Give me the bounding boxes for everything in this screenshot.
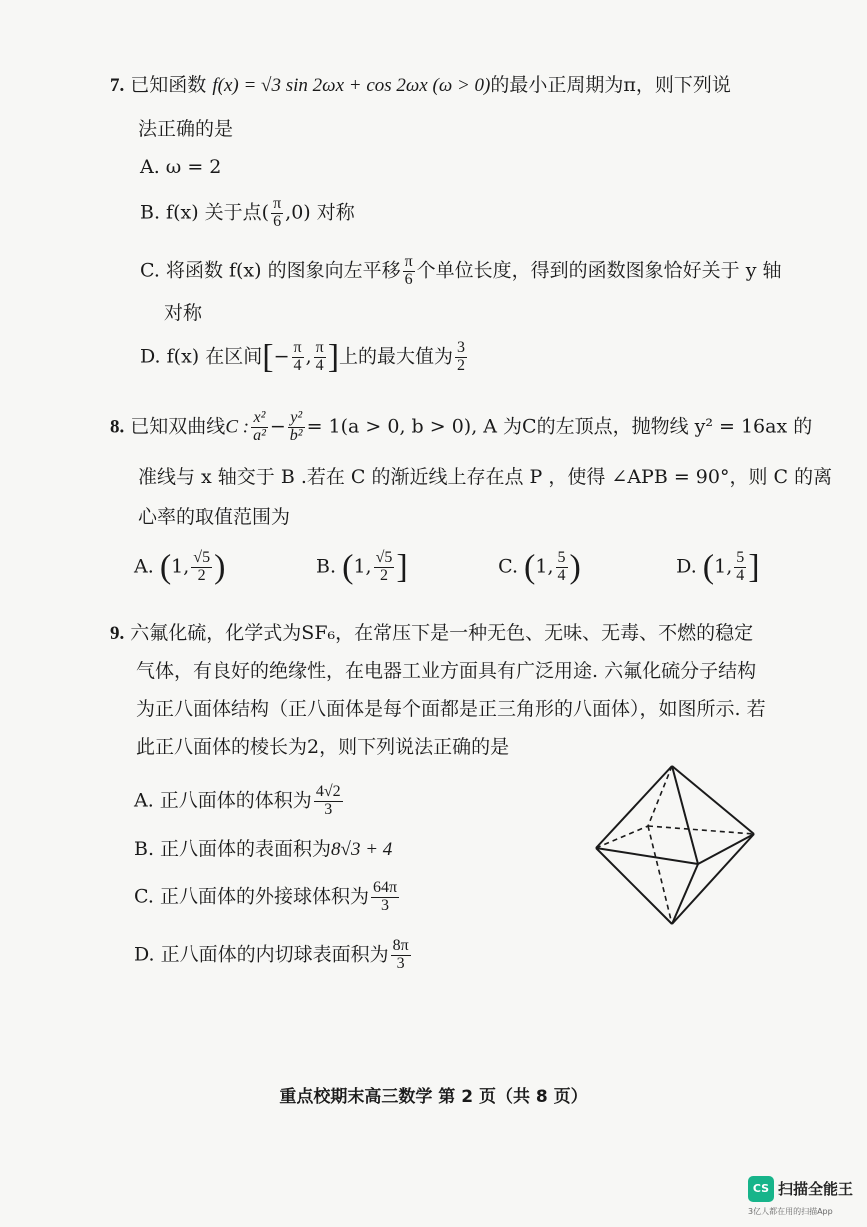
interval-upper [556,550,568,585]
q7-option-c-pre: C. 将函数 f(x) 的图象向左平移 [140,259,401,282]
frac-den: 4 [292,357,304,375]
q9-option-c-pre: C. 正八面体的外接球体积为 [134,885,369,908]
interval-open: ( [159,548,172,586]
q8-curve-label: C : [225,416,250,438]
camscanner-logo-icon: CS [748,1176,774,1202]
q7-interval-b [314,340,326,375]
frac-den: 4 [557,566,566,584]
frac-den: 6 [271,213,283,231]
q7-option-c [140,254,782,289]
frac-den: a² [253,426,266,444]
q8-number: 8. [110,416,125,438]
frac-den: 2 [374,567,395,585]
q7-stem-c: 法正确的是 [138,118,234,140]
interval-upper [734,550,746,585]
frac-num: 5 [557,549,566,566]
q7-option-c-frac [403,254,415,289]
q7-option-b [140,196,355,231]
hidden-edge [648,826,672,924]
q7-option-c-line2: 对称 [164,302,203,324]
q9-text-2: 气体，有良好的绝缘性，在电器工业方面具有广泛用途. 六氟化硫分子结构 [136,660,757,682]
q7-number: 7. [110,75,125,96]
frac-den: 2 [457,356,466,374]
interval-upper [374,550,395,585]
watermark-subtitle: 3亿人都在用的扫描App [748,1207,833,1216]
option-label: C. [498,555,518,578]
page-footer: 重点校期末高三数学 第 2 页（共 8 页） [279,1087,588,1107]
q9-option-d-pre: D. 正八面体的内切球表面积为 [134,943,389,966]
q8-line1: 8. 已知双曲线C : $\frac{\text{x²}}{\text{a²}}$ − $\frac{\text{y²}}{\text{b²}}$ = 1(a > 0, b > 0), A 为C的左顶点，抛物线 y² = 16ax 的 [110,409,813,444]
q8-stem-a: 已知双曲线 [130,415,226,438]
q9-option-d-frac [391,938,411,973]
interval-upper [191,550,212,585]
q7-stem-b: 的最小正周期为π，则下列说 [490,74,731,96]
frac-num: √5 [193,549,211,566]
interval-open: ( [702,548,715,586]
q8-option-a [134,550,310,585]
frac-num: x² [253,409,266,426]
interval-close: ] [396,548,408,586]
q8-option-c [498,550,670,585]
frac-num: π [273,195,282,212]
frac-den: 3 [391,955,411,973]
q7-stem-a: 已知函数 [130,74,207,96]
option-label: D. [676,555,697,578]
frac-num: π [293,339,302,356]
q9-option-c [134,880,401,915]
q8-option-d [676,550,759,585]
frac-den: 4 [736,566,745,584]
q7-option-d-pre: D. f(x) 在区间 [140,345,263,368]
frac-den: 4 [314,357,326,375]
q9-text-4: 此正八面体的棱长为2，则下列说法正确的是 [136,736,510,758]
q7-line1 [110,74,731,98]
frac-den: 3 [314,801,343,819]
frac-num: √5 [375,549,393,566]
frac-den: 6 [403,271,415,289]
interval-lower: 1, [353,555,372,578]
octahedron-figure [590,760,760,930]
frac-num: π [315,339,324,356]
edge [672,766,698,864]
frac-num: 4√2 [315,783,341,800]
edge [698,834,754,864]
q9-line1 [110,622,753,646]
frac-den: 2 [191,567,212,585]
interval-close: ] [748,548,760,586]
q9-option-b-value: 8√3 + 4 [331,839,393,860]
q9-text-1: 六氟化硫，化学式为SF₆，在常压下是一种无色、无味、无毒、不燃的稳定 [130,622,754,644]
q7-interval-a [292,340,304,375]
q9-option-b [134,838,392,862]
q7-option-d-frac [455,340,467,375]
q8-option-b [316,550,492,585]
q8-stem-c: 准线与 x 轴交于 B .若在 C 的渐近线上存在点 P ，使得 ∠APB = 90°，则 C 的离 [138,466,833,488]
q7-option-b-frac [271,196,283,231]
hidden-edge [648,826,754,834]
frac-den: 3 [371,897,399,915]
q9-option-c-frac [371,880,399,915]
interval-lower: 1, [171,555,190,578]
q9-option-d [134,938,413,973]
option-label: B. [316,555,337,578]
edge [596,848,698,864]
q9-option-a-frac [314,784,343,819]
frac-num: 3 [457,339,466,356]
frac-num: 5 [736,549,745,566]
edge [672,834,754,924]
q7-option-d-mid: 上的最大值为 [339,345,454,368]
camscanner-watermark [748,1176,858,1220]
frac-num: π [404,253,413,270]
interval-open: ( [342,548,354,586]
q8-stem-d: 心率的取值范围为 [138,506,291,528]
frac-num: 8π [392,937,409,954]
q8-options [134,550,760,585]
watermark-name: 扫描全能王 [778,1180,854,1198]
bracket-left: [ [262,338,274,376]
q7-option-d: D. f(x) 在区间[− $\frac{\pi}{4}$ , $\frac{\pi}{4}$ ]上的最大值为 $\frac{3}{2}$ [140,338,466,376]
edge [672,766,754,834]
q8-stem-b: = 1(a > 0, b > 0), A 为C的左顶点，抛物线 y² = 16ax 的 [306,415,813,438]
q7-option-b-pre: B. f(x) 关于点( [140,201,270,224]
q7-option-c-post: 个单位长度，得到的函数图象恰好关于 y 轴 [416,259,782,282]
frac-num: 64π [372,879,398,896]
interval-close: ) [569,548,581,586]
q8-y-frac [288,410,305,445]
q7-formula: f(x) = √3 sin 2ωx + cos 2ωx (ω > 0) [212,75,491,96]
interval-lower: 1, [535,555,554,578]
q8-x-frac [251,410,268,445]
interval-lower: 1, [714,555,733,578]
q7-option-b-post: ,0) 对称 [285,201,355,224]
q7-option-a: A. ω = 2 [140,156,222,178]
q9-text-3: 为正八面体结构（正八面体是每个面都是正三角形的八面体），如图所示. 若 [136,698,766,720]
bracket-right: ] [327,338,340,376]
q9-option-b-pre: B. 正八面体的表面积为 [134,838,332,860]
q9-number: 9. [110,623,125,644]
frac-num: y² [290,409,303,426]
hidden-edge [596,826,648,848]
q9-option-a [134,784,345,819]
q9-option-a-pre: A. 正八面体的体积为 [134,789,312,812]
frac-den: b² [289,426,303,444]
interval-open: ( [524,548,536,586]
option-label: A. [134,555,154,578]
edge [596,848,672,924]
hidden-edge [648,766,672,826]
edge [672,864,698,924]
edge [596,766,672,848]
interval-close: ) [214,548,226,586]
